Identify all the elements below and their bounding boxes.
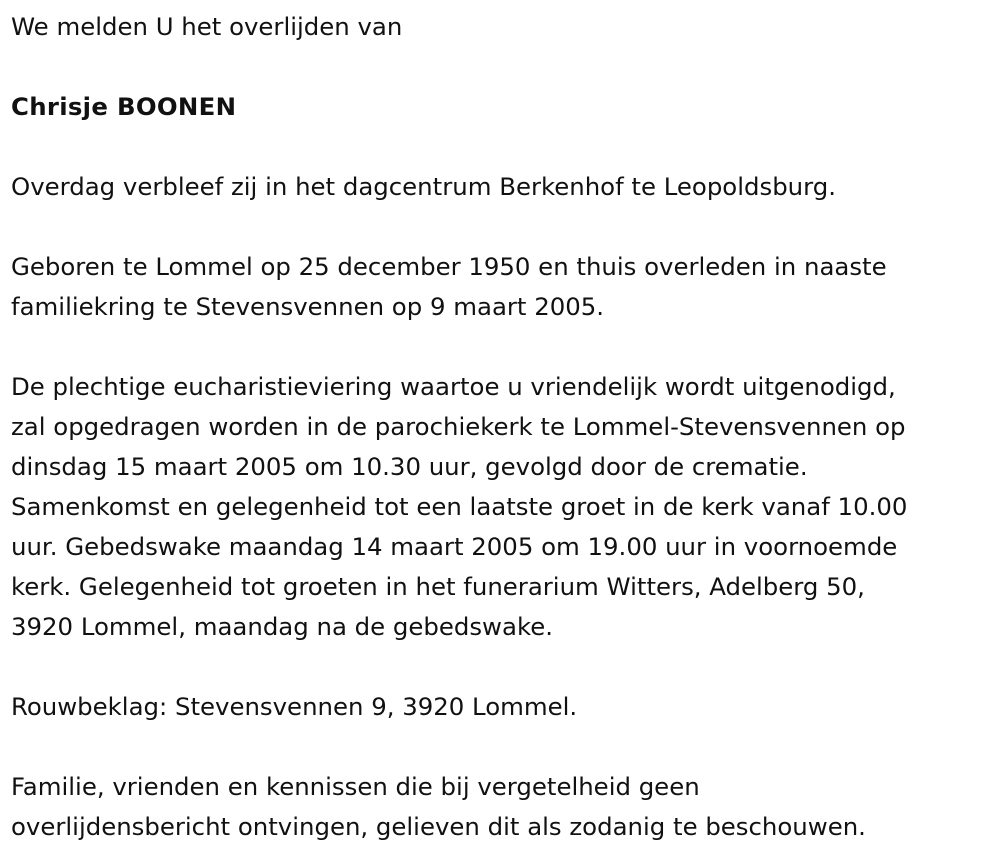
birth-death-paragraph — [11, 247, 993, 327]
closing-paragraph — [11, 767, 993, 847]
closing-line: overlijdensbericht ontvingen, gelieven dit als zodanig te beschouwen. — [11, 812, 866, 841]
birth-death-line: Geboren te Lommel op 25 december 1950 en thuis overleden in naaste — [11, 252, 887, 281]
closing-line: Familie, vrienden en kennissen die bij vergetelheid geen — [11, 772, 700, 801]
condolences-text: Rouwbeklag: Stevensvennen 9, 3920 Lommel. — [11, 692, 578, 721]
ceremony-line: uur. Gebedswake maandag 14 maart 2005 om 19.00 uur in voornoemde — [11, 532, 898, 561]
ceremony-line: Samenkomst en gelegenheid tot een laatste groet in de kerk vanaf 10.00 — [11, 492, 908, 521]
birth-death-line: familiekring te Stevensvennen op 9 maart 2005. — [11, 292, 605, 321]
ceremony-line: De plechtige eucharistieviering waartoe u vriendelijk wordt uitgenodigd, — [11, 372, 896, 401]
ceremony-line: dinsdag 15 maart 2005 om 10.30 uur, gevolgd door de crematie. — [11, 452, 808, 481]
intro-text: We melden U het overlijden van — [11, 12, 403, 41]
ceremony-paragraph — [11, 367, 993, 647]
ceremony-line: zal opgedragen worden in de parochiekerk te Lommel-Stevensvennen op — [11, 412, 906, 441]
daycare-text: Overdag verbleef zij in het dagcentrum Berkenhof te Leopoldsburg. — [11, 172, 836, 201]
ceremony-line: 3920 Lommel, maandag na de gebedswake. — [11, 612, 553, 641]
death-notice — [11, 7, 993, 847]
deceased-name: Chrisje BOONEN — [11, 92, 237, 121]
ceremony-line: kerk. Gelegenheid tot groeten in het funerarium Witters, Adelberg 50, — [11, 572, 865, 601]
